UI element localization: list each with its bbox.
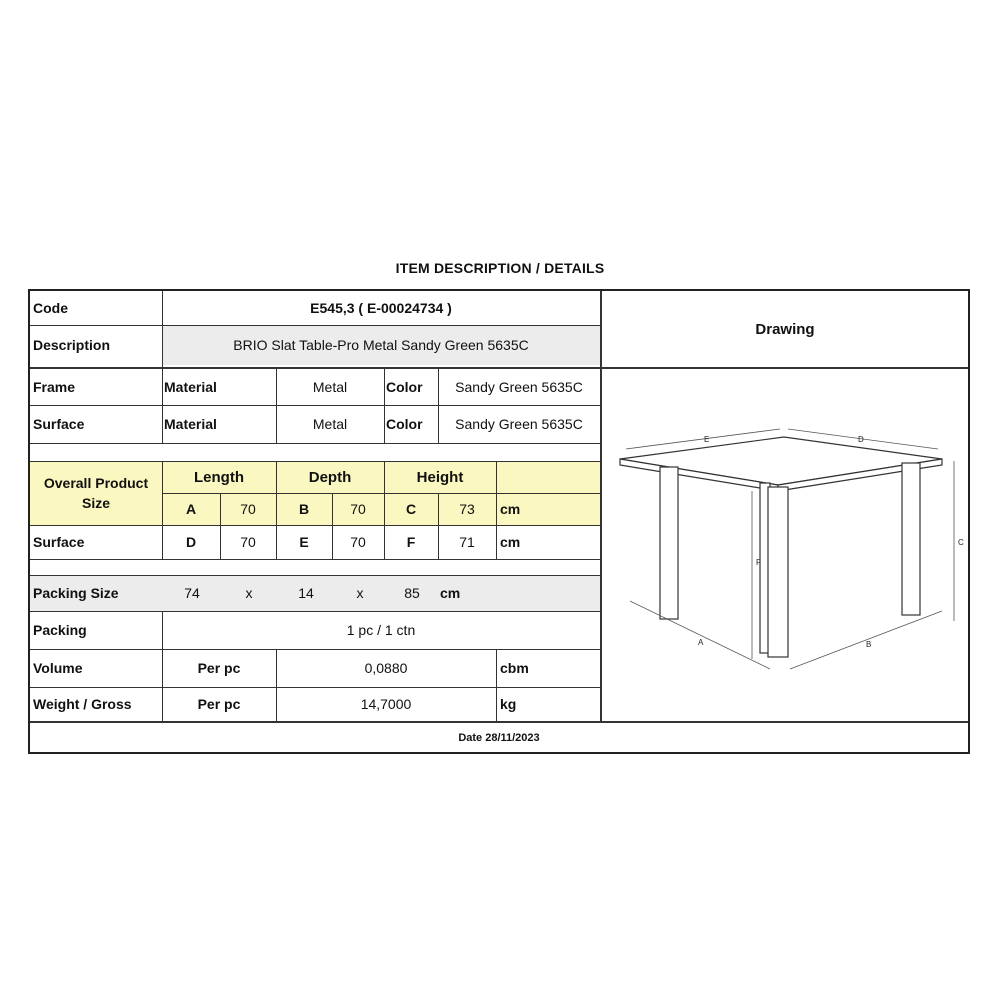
grid-line	[30, 443, 600, 444]
frame-color-value: Sandy Green 5635C	[455, 379, 583, 395]
date-text: Date 28/11/2023	[458, 732, 540, 744]
dim-e-label: E	[299, 534, 309, 550]
grid-line	[162, 493, 600, 494]
grid-line	[220, 493, 221, 559]
packing-size-unit: cm	[440, 585, 461, 601]
packing-width: 74	[184, 585, 200, 601]
weight-per: Per pc	[197, 696, 241, 712]
dim-d-label: D	[185, 534, 197, 550]
frame-label: Frame	[33, 379, 76, 395]
grid-line	[30, 611, 600, 612]
grid-line	[30, 325, 600, 326]
drawing-mark-d: D	[858, 435, 864, 444]
weight-unit: kg	[500, 696, 517, 712]
grid-line	[30, 721, 968, 723]
packing-size-label: Packing Size	[33, 585, 119, 601]
packing-depth: 14	[298, 585, 314, 601]
frame-color-label: Color	[386, 379, 423, 395]
code-label: Code	[33, 300, 68, 316]
drawing-mark-c: C	[958, 538, 964, 547]
sheet-title: ITEM DESCRIPTION / DETAILS	[395, 260, 605, 276]
grid-line	[276, 369, 277, 443]
surface-color-value: Sandy Green 5635C	[455, 416, 583, 432]
dim-b-label: B	[298, 501, 310, 517]
grid-line	[276, 461, 277, 559]
grid-line	[332, 493, 333, 559]
grid-line	[30, 649, 600, 650]
grid-line	[30, 525, 600, 526]
description-label: Description	[33, 337, 111, 353]
surface-material-value: Metal	[312, 416, 348, 432]
grid-line	[162, 291, 163, 443]
leg-back-left	[660, 467, 678, 619]
volume-label: Volume	[33, 660, 83, 676]
packing-label: Packing	[33, 622, 87, 638]
frame-material-label: Material	[164, 379, 217, 395]
grid-line	[438, 369, 439, 443]
overall-size-label: Overall Product Size	[43, 475, 149, 511]
leg-front	[768, 487, 788, 657]
dim-c-label: C	[405, 501, 417, 517]
dim-a-label: A	[185, 501, 197, 517]
grid-line	[496, 649, 497, 721]
drawing-label: Drawing	[755, 320, 815, 338]
grid-line	[30, 405, 600, 406]
description-value: BRIO Slat Table-Pro Metal Sandy Green 5635C	[233, 337, 529, 353]
packing-value: 1 pc / 1 ctn	[346, 622, 416, 638]
grid-line	[30, 367, 968, 369]
grid-line	[384, 461, 385, 559]
grid-line	[496, 461, 497, 559]
packing-x1: x	[245, 585, 253, 601]
drawing-mark-f: F	[756, 558, 761, 567]
weight-label: Weight / Gross	[33, 696, 132, 712]
grid-line	[30, 461, 600, 462]
packing-x2: x	[356, 585, 364, 601]
length-header: Length	[194, 468, 244, 486]
drawing-mark-b: B	[866, 640, 872, 649]
surface-label: Surface	[33, 416, 85, 432]
leg-back-right	[902, 463, 920, 615]
grid-line	[276, 649, 277, 721]
weight-value: 14,7000	[360, 696, 412, 712]
volume-value: 0,0880	[364, 660, 408, 676]
volume-per: Per pc	[197, 660, 241, 676]
volume-unit: cbm	[500, 660, 529, 676]
grid-line	[438, 493, 439, 559]
dim-d-value: 70	[240, 534, 256, 550]
surface-material-label: Material	[164, 416, 217, 432]
grid-line	[162, 611, 163, 721]
code-value: E545,3 ( E-00024734 )	[310, 300, 452, 316]
grid-line	[384, 369, 385, 443]
dim-a-value: 70	[240, 501, 256, 517]
grid-line	[600, 291, 602, 721]
dim-b-value: 70	[350, 501, 366, 517]
grid-line	[162, 461, 163, 559]
drawing-mark-e: E	[704, 435, 710, 444]
spec-sheet	[28, 289, 970, 754]
table-drawing	[602, 369, 968, 721]
frame-material-value: Metal	[312, 379, 348, 395]
surface-color-label: Color	[386, 416, 423, 432]
dim-c-value: 73	[459, 501, 475, 517]
grid-line	[30, 687, 600, 688]
dim-f-label: F	[406, 534, 416, 550]
surface-size-label: Surface	[33, 534, 85, 550]
height-header: Height	[416, 468, 464, 486]
dim-f-value: 71	[459, 534, 475, 550]
grid-line	[30, 575, 600, 576]
dim-e-value: 70	[350, 534, 366, 550]
surface-size-unit: cm	[500, 534, 521, 550]
grid-line	[30, 559, 600, 560]
dim-line-a	[630, 601, 770, 669]
overall-unit: cm	[500, 501, 521, 517]
packing-height: 85	[404, 585, 420, 601]
depth-header: Depth	[308, 468, 352, 486]
drawing-mark-a: A	[698, 638, 704, 647]
